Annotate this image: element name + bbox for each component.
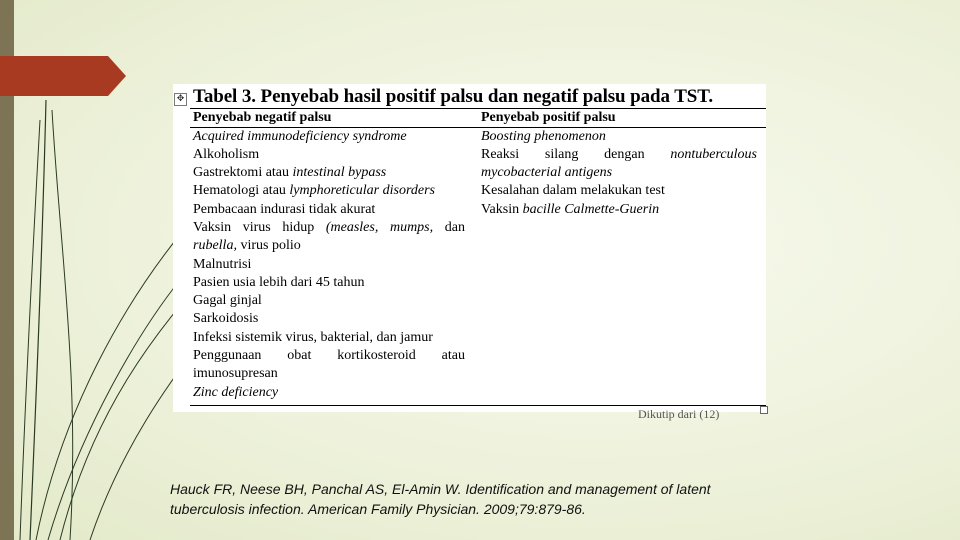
- table-cell: Alkoholism: [193, 146, 260, 162]
- table-cell: Gagal ginjal: [193, 293, 262, 309]
- reference-citation: [170, 479, 810, 519]
- table-cell: Hematologi atau lymphoreticular disorders: [193, 183, 435, 199]
- table-cell: Boosting phenomenon: [481, 128, 606, 144]
- table-cell: imunosupresan: [193, 366, 278, 382]
- table-cell: Zinc deficiency: [193, 384, 279, 400]
- table-cell: Reaksi silang dengan nontuberculous: [481, 146, 757, 162]
- false-negative-column: [193, 109, 465, 402]
- table-cell: Penggunaan obat kortikosteroid atau: [193, 348, 465, 364]
- table-cell: Pembacaan indurasi tidak akurat: [193, 201, 376, 217]
- false-positive-column: [481, 109, 757, 219]
- table-move-icon[interactable]: ✥: [174, 93, 187, 106]
- table-caption: Tabel 3. Penyebab hasil positif palsu dan negatif palsu pada TST.: [193, 86, 714, 107]
- citation-line-1: Hauck FR, Neese BH, Panchal AS, El-Amin W. Identification and management of latent: [170, 481, 711, 497]
- table-cell: Vaksin virus hidup (measles, mumps, dan: [193, 219, 465, 235]
- table-cell: Pasien usia lebih dari 45 tahun: [193, 274, 365, 290]
- right-header: Penyebab positif palsu: [481, 110, 616, 125]
- table-cell: rubella, virus polio: [193, 238, 301, 254]
- table-cell: mycobacterial antigens: [481, 165, 613, 181]
- citation-line-2: tuberculosis infection. American Family Physician. 2009;79:879-86.: [170, 501, 586, 517]
- resize-handle-icon[interactable]: [760, 406, 768, 414]
- table-cell: Acquired immunodeficiency syndrome: [193, 128, 407, 144]
- left-header: Penyebab negatif palsu: [193, 110, 332, 125]
- table-cell: Malnutrisi: [193, 256, 252, 272]
- table-cell: Infeksi sistemik virus, bakterial, dan jamur: [193, 329, 433, 345]
- table-cell: Vaksin bacille Calmette-Guerin: [481, 201, 660, 217]
- table-cell: Gastrektomi atau intestinal bypass: [193, 165, 387, 181]
- table-image: [173, 84, 766, 412]
- table-source-note: [638, 406, 719, 412]
- table-cell: Kesalahan dalam melakukan test: [481, 183, 665, 199]
- table-cell: Sarkoidosis: [193, 311, 259, 327]
- red-accent-tab: [0, 56, 128, 96]
